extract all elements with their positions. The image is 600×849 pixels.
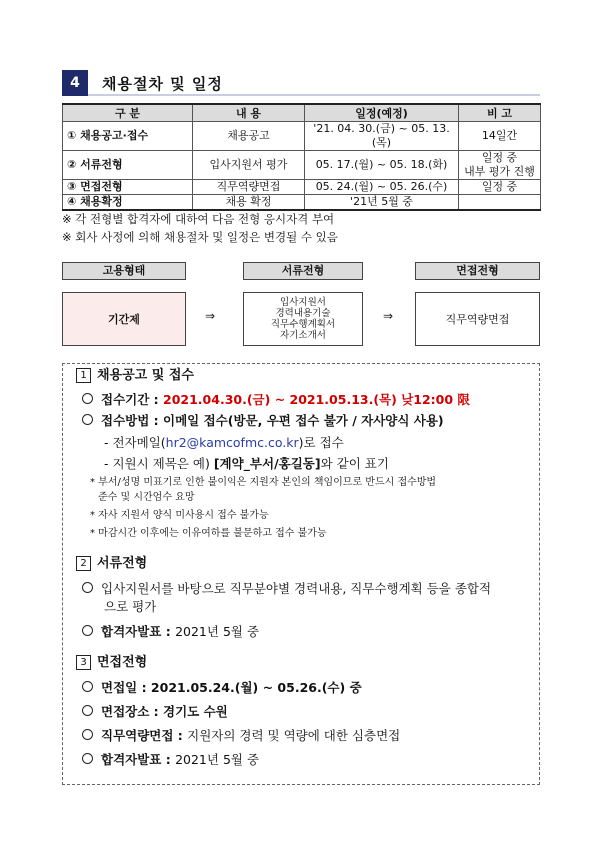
interview-type bbox=[82, 727, 400, 745]
number-box-icon: 3 bbox=[76, 655, 91, 670]
interview-date bbox=[82, 679, 362, 697]
email-prefix: - 전자메일( bbox=[104, 435, 166, 450]
document-evaluation bbox=[82, 580, 491, 598]
stage-cell: ② 서류전형 bbox=[63, 151, 193, 180]
footnote: * 자사 지원서 양식 미사용시 접수 불가능 bbox=[90, 510, 269, 521]
subject-rule-line bbox=[104, 455, 389, 473]
evaluation-text: 입사지원서를 바탕으로 직무분야별 경력내용, 직무수행계획 등을 종합적 bbox=[101, 581, 492, 596]
stage-cell: ③ 면접전형 bbox=[63, 180, 193, 195]
period-value: 2021.04.30.(금) ~ 2021.05.13.(목) 낮12:00 限 bbox=[163, 392, 470, 407]
circle-bullet-icon bbox=[82, 414, 93, 425]
date-cell: 05. 24.(월) ~ 05. 26.(수) bbox=[305, 180, 459, 195]
header-remark: 비 고 bbox=[459, 104, 541, 122]
section-title: 채용절차 및 일정 bbox=[102, 75, 223, 93]
footnote: 준수 및 시간엄수 요망 bbox=[98, 492, 195, 503]
method-text: 접수방법 : 이메일 접수(방문, 우편 접수 불가 / 자사양식 사용) bbox=[101, 413, 444, 428]
document-item: 경력내용기술 bbox=[275, 308, 331, 319]
number-box-icon: 2 bbox=[76, 556, 91, 571]
application-period bbox=[82, 391, 470, 409]
header-date: 일정(예정) bbox=[305, 104, 459, 122]
date-cell: '21년 5월 중 bbox=[305, 195, 459, 211]
number-box-icon: 1 bbox=[76, 368, 91, 383]
remark-line: 일정 중 bbox=[481, 151, 518, 164]
period-label: 접수기간 : bbox=[101, 392, 164, 407]
header-stage: 구 분 bbox=[63, 104, 193, 122]
flow-box-documents bbox=[243, 292, 363, 346]
section-number: 4 bbox=[62, 70, 88, 96]
date-cell: 05. 17.(월) ~ 05. 18.(화) bbox=[305, 151, 459, 180]
circle-bullet-icon bbox=[82, 625, 93, 636]
subsection-title-text: 채용공고 및 접수 bbox=[97, 368, 194, 383]
subsection-title-text: 서류전형 bbox=[97, 556, 148, 571]
subsection-title-interview bbox=[76, 654, 147, 672]
header-content: 내 용 bbox=[193, 104, 305, 122]
flow-header-document: 서류전형 bbox=[243, 262, 363, 280]
circle-bullet-icon bbox=[82, 393, 93, 404]
remark-cell bbox=[459, 151, 541, 180]
table-header-row bbox=[63, 104, 541, 122]
content-cell: 직무역량면접 bbox=[193, 180, 305, 195]
table-row bbox=[63, 180, 541, 195]
circle-bullet-icon bbox=[82, 705, 93, 716]
note-line: ※ 각 전형별 합격자에 대하여 다음 전형 응시자격 부여 bbox=[62, 212, 335, 226]
circle-bullet-icon bbox=[82, 681, 93, 692]
email-suffix: )로 접수 bbox=[298, 435, 344, 450]
circle-bullet-icon bbox=[82, 729, 93, 740]
interview-type-value: 지원자의 경력 및 역량에 대한 심층면접 bbox=[187, 728, 401, 743]
evaluation-text-cont: 으로 평가 bbox=[104, 599, 157, 614]
flow-box-interview: 직무역량면접 bbox=[415, 292, 540, 346]
email-link[interactable]: hr2@kamcofmc.co.kr bbox=[165, 435, 299, 450]
document-item: 자기소개서 bbox=[280, 330, 326, 341]
arrow-icon: ⇒ bbox=[205, 309, 216, 323]
document-result bbox=[82, 623, 259, 641]
subsection-title-text: 면접전형 bbox=[97, 655, 148, 670]
flow-header-employment: 고용형태 bbox=[62, 262, 186, 280]
interview-place-text: 면접장소 : 경기도 수원 bbox=[101, 704, 228, 719]
circle-bullet-icon bbox=[82, 753, 93, 764]
interview-date-text: 면접일 : 2021.05.24.(월) ~ 05.26.(수) 중 bbox=[101, 680, 362, 695]
interview-result bbox=[82, 751, 259, 769]
interview-place bbox=[82, 703, 228, 721]
document-item: 직무수행계획서 bbox=[270, 319, 336, 330]
remark-cell bbox=[459, 195, 541, 211]
document-item: 입사지원서 bbox=[280, 297, 326, 308]
result-value: 2021년 5월 중 bbox=[175, 624, 260, 639]
table-row bbox=[63, 151, 541, 180]
footnote: * 부서/성명 미표기로 인한 불이익은 지원자 본인의 책임이므로 반드시 접수방법 bbox=[90, 477, 437, 488]
subsection-title-application bbox=[76, 367, 194, 385]
result-label: 합격자발표 : bbox=[101, 752, 176, 767]
schedule-table bbox=[62, 103, 541, 211]
content-cell: 채용공고 bbox=[193, 122, 305, 151]
result-value: 2021년 5월 중 bbox=[175, 752, 260, 767]
section-underline bbox=[88, 94, 540, 96]
content-cell: 채용 확정 bbox=[193, 195, 305, 211]
remark-line: 내부 평가 진행 bbox=[464, 165, 535, 178]
stage-cell: ④ 채용확정 bbox=[63, 195, 193, 211]
note-line: ※ 회사 사정에 의해 채용절차 및 일정은 변경될 수 있음 bbox=[62, 230, 338, 244]
interview-type-label: 직무역량면접 : bbox=[101, 728, 188, 743]
content-cell: 입사지원서 평가 bbox=[193, 151, 305, 180]
subject-rule-prefix: - 지원시 제목은 예) bbox=[104, 456, 214, 471]
table-row bbox=[63, 122, 541, 151]
flow-box-employment: 기간제 bbox=[62, 292, 186, 346]
arrow-icon: ⇒ bbox=[383, 309, 394, 323]
remark-cell: 일정 중 bbox=[459, 180, 541, 195]
email-line bbox=[104, 434, 344, 452]
footnote: * 마감시간 이후에는 이유여하를 불문하고 접수 불가능 bbox=[90, 528, 327, 539]
result-label: 합격자발표 : bbox=[101, 624, 176, 639]
subsection-title-document bbox=[76, 555, 147, 573]
table-row bbox=[63, 195, 541, 211]
stage-cell: ① 채용공고·접수 bbox=[63, 122, 193, 151]
section-header bbox=[62, 70, 540, 96]
subject-rule-suffix: 와 같이 표기 bbox=[320, 456, 389, 471]
subject-rule-example: [계약_부서/홍길동] bbox=[213, 456, 321, 471]
remark-cell: 14일간 bbox=[459, 122, 541, 151]
flow-header-interview: 면접전형 bbox=[415, 262, 540, 280]
date-cell: '21. 04. 30.(금) ~ 05. 13.(목) bbox=[305, 122, 459, 151]
application-method bbox=[82, 412, 444, 430]
circle-bullet-icon bbox=[82, 582, 93, 593]
